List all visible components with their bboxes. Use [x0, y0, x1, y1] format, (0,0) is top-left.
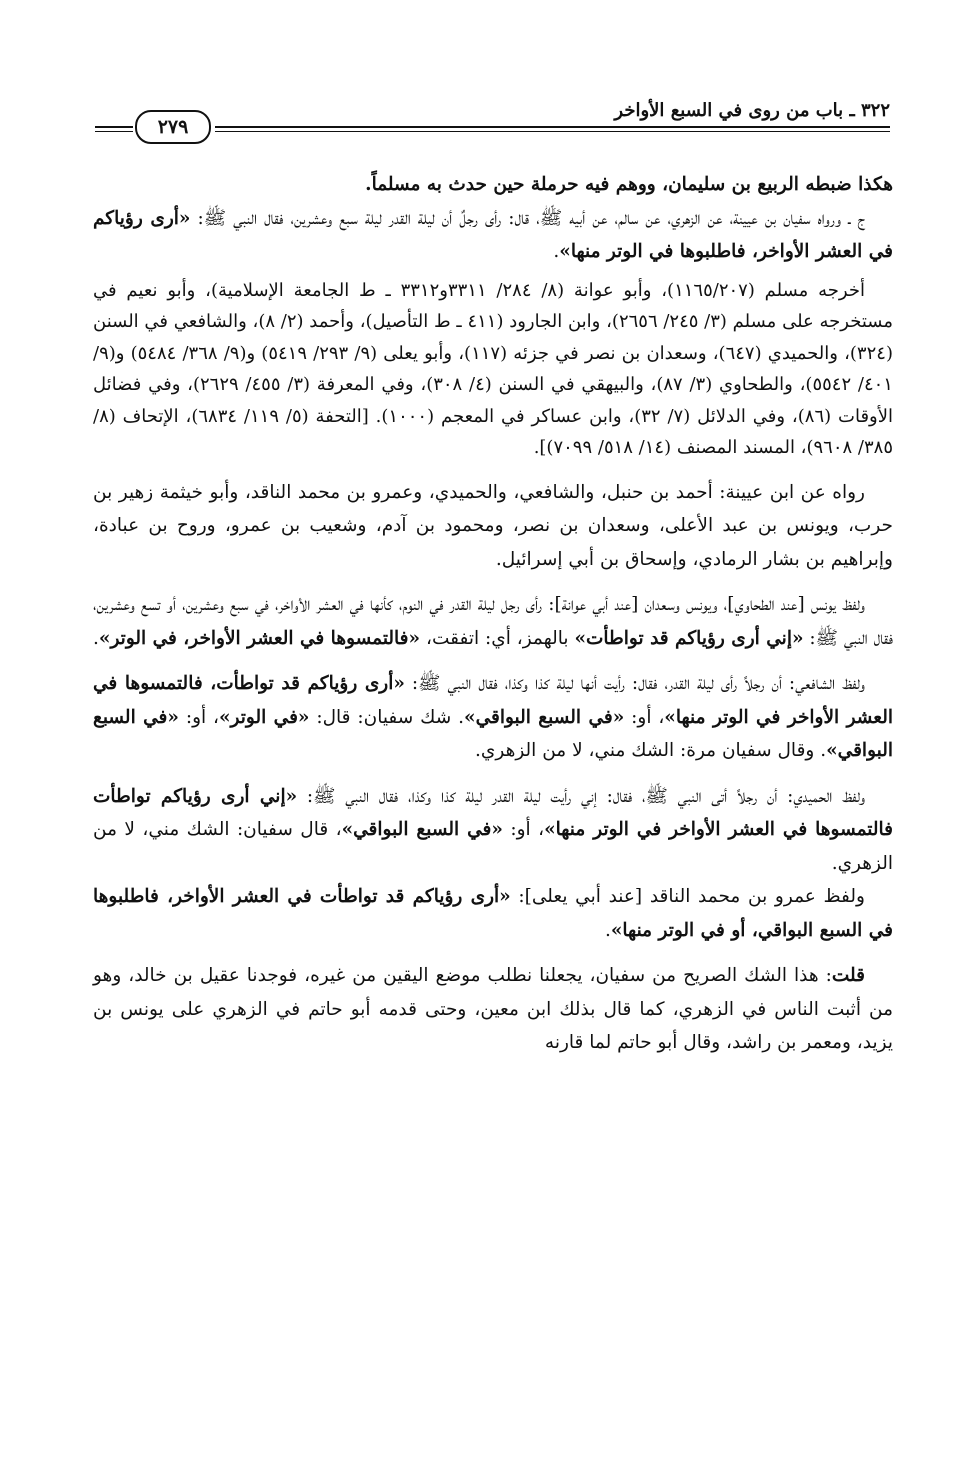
- paragraph: [93, 168, 893, 202]
- paragraph: [93, 202, 893, 269]
- bold-text-segment: «في السبع البواقي»: [464, 706, 625, 728]
- bold-text-segment: «أرى رؤياكم قد تواطأت، فالتمسوها في العشر الأواخر في الوتر منها»: [93, 673, 893, 728]
- text-segment: ، قال سفيان: الشك مني، لا من الزهري.: [93, 819, 893, 874]
- text-segment: رواه عن ابن عيينة: أحمد بن حنبل، والشافعي، والحميدي، وعمرو بن محمد الناقد، وأبو خيثمة زهير بن حرب، ويونس بن عبد الأعلى، وسعدان بن نصر، ومحمود بن آدم، وشعيب بن عمرو، وروح بن عبادة، وإبراهيم بن بشار الرمادي، وإسحاق بن أبي إسرائيل.: [93, 481, 893, 570]
- text-segment: ولفظ يونس [عند الطحاوي]، ويونس وسعدان [عند أبي عوانة]: رأى رجل ليلة القدر في النوم، كأنها في العشر الأواخر، في سبع وعشرين، أو تسع وعشرين، فقال النبي ﷺ:: [93, 594, 893, 649]
- paragraph: [93, 588, 893, 655]
- header-rule: [215, 126, 890, 132]
- bold-text-segment: قلت: [831, 965, 865, 986]
- bold-text-segment: «في السبع البواقي»: [341, 819, 503, 840]
- bold-text-segment: «إني أرى رؤياكم تواطأت فالتمسوها في العشر الأواخر في الوتر منها»: [93, 785, 894, 840]
- running-header: [95, 96, 890, 144]
- text-segment: ، أو:: [178, 706, 219, 728]
- paragraph: [93, 780, 893, 881]
- text-segment: . وقال سفيان مرة: الشك مني، لا من الزهري.: [475, 740, 827, 761]
- paragraph: [93, 880, 893, 947]
- header-rule-left: [95, 126, 133, 132]
- main-text: [93, 168, 893, 1060]
- bold-text-segment: «في الوتر»: [218, 706, 310, 728]
- bold-text-segment: هكذا ضبطه الربيع بن سليمان، ووهم فيه حرملة حين حدث به مسلماً.: [365, 174, 893, 195]
- bold-text-segment: «أرى رؤياكم في العشر الأواخر، فاطلبوها في الوتر منها»: [93, 207, 893, 262]
- citation-paragraph: [93, 275, 893, 464]
- text-segment: ، أو:: [624, 706, 665, 728]
- text-segment: ، أو:: [502, 819, 545, 840]
- chapter-title: ٣٢٢ ـ باب من روى في السبع الأواخر: [614, 100, 890, 121]
- text-segment: .: [604, 919, 611, 941]
- bold-text-segment: «فالتمسوها في العشر الأواخر، في الوتر»: [98, 627, 421, 649]
- text-segment: ولفظ عمرو بن محمد الناقد [عند أبي يعلى]:: [510, 886, 865, 907]
- text-segment: : هذا الشك الصريح من سفيان، يجعلنا نطلب موضع اليقين من غيره، فوجدنا عقيل بن خالد، وهو من أثبت الناس في الزهري، كما قال بذلك ابن معين، وحتى قدمه أبو حاتم في الزهري على يونس بن يزيد، ومعمر بن راشد، وقال أبو حاتم لما قارنه: [93, 965, 893, 1053]
- text-segment: ولفظ الشافعي: أن رجلاً رأى ليلة القدر، فقال: رأيت أنها ليلة كذا وكذا، فقال النبي ﷺ:: [404, 673, 865, 694]
- text-segment: ولفظ الحميدي: أن رجلاً أتى النبي ﷺ، فقال: إني رأيت ليلة القدر ليلة كذا وكذا، فقال النبي ﷺ:: [297, 785, 866, 807]
- bold-text-segment: «في السبع البواقي»: [93, 706, 893, 761]
- bold-text-segment: «إني أرى رؤياكم قد تواطأت»: [574, 627, 804, 649]
- bold-text-segment: «أرى رؤياكم قد تواطأت في العشر الأواخر، فاطلبوها في السبع البواقي، أو في الوتر منها»: [93, 886, 893, 941]
- text-segment: .: [93, 627, 99, 649]
- paragraph: [93, 959, 893, 1060]
- text-segment: .: [553, 241, 560, 262]
- text-segment: أخرجه مسلم (١١٦٥/٢٠٧)، وأبو عوانة (٨/ ٢٨٤/ ٣٣١١و٣٣١٢ ـ ط الجامعة الإسلامية)، وأبو نعيم في مستخرجه على مسلم (٣/ ٢٤٥/ ٢٦٥٦)، وابن الجارود (٤١١ ـ ط التأصيل)، وأحمد (٢/ ٨)، والشافعي في السنن (٣٢٤)، والحميدي (٦٤٧)، وسعدان بن نصر في جزئه (١١٧)، وأبو يعلى (٩/ ٢٩٣/ ٥٤١٩) و(٩/ ٣٦٨/ ٥٤٨٤) و(٩/ ٤٠١/ ٥٥٤٢)، والطحاوي (٣/ ٨٧)، والبيهقي في السنن (٤/ ٣٠٨)، وفي المعرفة (٣/ ٤٥٥/ ٢٦٢٩)، وفي فضائل الأوقات (٨٦)، وفي الدلائل (٧/ ٣٢)، وابن عساكر في المعجم (١٠٠٠). [التحفة (٥/ ١١٩/ ٦٨٣٤)، الإتحاف (٨/ ٣٨٥/ ٩٦٠٨)، المسند المصنف (١٤/ ٥١٨/ ٧٠٩٩)].: [93, 279, 894, 458]
- text-segment: . شك سفيان: قال:: [309, 706, 464, 728]
- page-number: ٢٧٩: [135, 110, 211, 144]
- text-segment: بالهمز، أي: اتفقت،: [420, 627, 575, 649]
- paragraph: [93, 476, 893, 577]
- text-segment: ج ـ ورواه سفيان بن عيينة، عن الزهري، عن سالم، عن أبيه ﷺ، قال: رأى رجلٌ أن ليلة القدر ليلة سبع وعشرين، فقال النبي ﷺ:: [190, 207, 865, 229]
- paragraph: [93, 667, 893, 768]
